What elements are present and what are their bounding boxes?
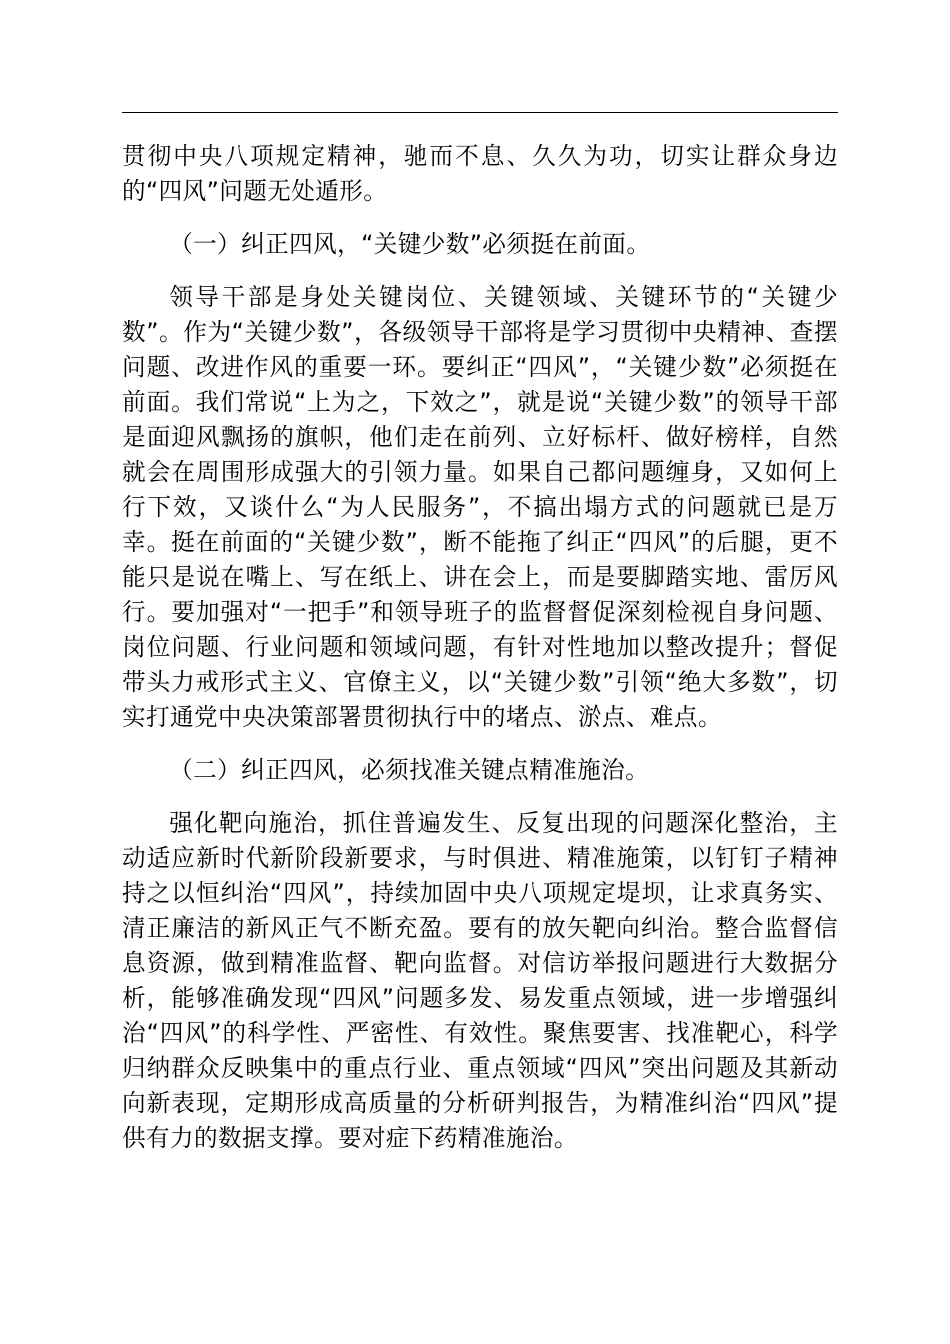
paragraph-continuation: 贯彻中央八项规定精神，驰而不息、久久为功，切实让群众身边的“四风”问题无处遁形。 bbox=[122, 142, 838, 205]
section-heading-2: （二）纠正四风，必须找准关键点精准施治。 bbox=[169, 756, 650, 784]
document-body bbox=[122, 139, 838, 1156]
paragraph-key-minority: 领导干部是身处关键岗位、关键领域、关键环节的“关键少数”。作为“关键少数”，各级领导干部将是学习贯彻中央精神、查摆问题、改进作风的重要一环。要纠正“四风”，“关键少数”必须挺在前面。我们常说“上为之，下效之”，就是说“关键少数”的领导干部是面迎风飘扬的旗帜，他们走在前列、立好标杆、做好榜样，自然就会在周围形成强大的引领力量。如果自己都问题缠身，又如何上行下效，又谈什么“为人民服务”，不搞出塌方式的问题就已是万幸。挺在前面的“关键少数”，断不能拖了纠正“四风”的后腿，更不能只是说在嘴上、写在纸上、讲在会上，而是要脚踏实地、雷厉风行。要加强对“一把手”和领导班子的监督督促深刻检视自身问题、岗位问题、行业问题和领域问题，有针对性地加以整改提升；督促带头力戒形式主义、官僚主义，以“关键少数”引领“绝大多数”，切实打通党中央决策部署贯彻执行中的堵点、淤点、难点。 bbox=[122, 283, 838, 731]
section-heading-1: （一）纠正四风，“关键少数”必须挺在前面。 bbox=[169, 230, 651, 258]
paragraph-targeted-treatment: 强化靶向施治，抓住普遍发生、反复出现的问题深化整治，主动适应新时代新阶段新要求，与时俱进、精准施策，以钉钉子精神持之以恒纠治“四风”，持续加固中央八项规定堤坝，让求真务实、清正廉洁的新风正气不断充盈。要有的放矢靶向纠治。整合监督信息资源，做到精准监督、靶向监督。对信访举报问题进行大数据分析，能够准确发现“四风”问题多发、易发重点领域，进一步增强纠治“四风”的科学性、严密性、有效性。聚焦要害、找准靶心，科学归纳群众反映集中的重点行业、重点领域“四风”突出问题及其新动向新表现，定期形成高质量的分析研判报告，为精准纠治“四风”提供有力的数据支撑。要对症下药精准施治。 bbox=[122, 809, 838, 1152]
header-rule bbox=[122, 112, 838, 113]
